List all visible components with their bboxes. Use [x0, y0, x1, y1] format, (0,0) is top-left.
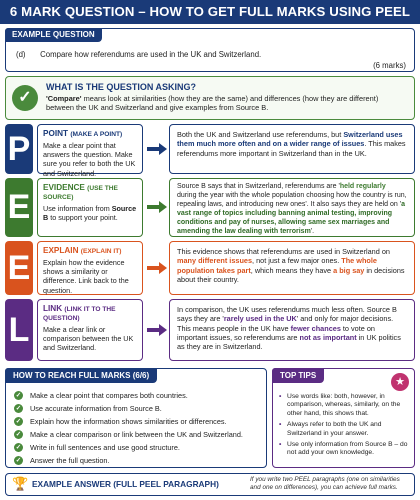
- letter-p: P: [5, 124, 33, 174]
- top-tips-title: TOP TIPS: [272, 368, 324, 383]
- explain-example: This evidence shows that referendums are used in Switzerland on many different issues, not just a few major ones. The whole population takes part, which means they have a big say in decisions about their country.: [169, 241, 415, 295]
- peel-row-evidence: [5, 178, 415, 237]
- point-example-text: Both the UK and Switzerland use referendums, but: [177, 130, 344, 139]
- link-example: In comparison, the UK uses referendums much less often. Source B says they are 'rarely used in the UK' and only for major decisions. This means people in the UK have fewer chances to vote on important issues, so referendums are not as important in UK politics as they are in Switzerland.: [169, 299, 415, 361]
- list-item: ✓ Use accurate information from Source B.: [15, 404, 162, 413]
- explain-guidance: [37, 241, 143, 295]
- link-title: LINK: [43, 304, 63, 313]
- peel-row-explain: [5, 241, 415, 295]
- point-example-text-end: . This makes referendums more important in Switzerland than in the UK.: [177, 139, 406, 158]
- example-answer-title: EXAMPLE ANSWER (FULL PEEL PARAGRAPH): [32, 479, 219, 489]
- full-marks-list: [14, 389, 243, 467]
- peel-row-point: [5, 124, 415, 178]
- list-item: ✓ Explain how the information shows similarities or differences.: [15, 417, 227, 426]
- asking-title: WHAT IS THE QUESTION ASKING?: [46, 82, 196, 92]
- full-marks-title: HOW TO REACH FULL MARKS (6/6): [5, 368, 157, 383]
- point-guidance: [37, 124, 143, 178]
- link-guidance: [37, 299, 143, 361]
- check-icon: ✓: [15, 405, 22, 412]
- evidence-title: EVIDENCE: [43, 183, 85, 192]
- check-icon: ✓: [15, 457, 22, 464]
- explain-description: Explain how the evidence shows a similarity or difference. Link back to the question.: [43, 258, 129, 295]
- check-icon: ✓: [15, 444, 22, 451]
- trophy-icon: 🏆: [12, 476, 29, 491]
- arrow-right-icon: [147, 201, 167, 213]
- question-line: [16, 50, 261, 59]
- example-question-box: [5, 28, 415, 72]
- evidence-subtitle: (USE THE SOURCE): [43, 185, 118, 201]
- point-description: Make a clear point that answers the question. Make sure you refer to both the UK and Switzerland.: [43, 141, 136, 178]
- point-title: POINT: [43, 129, 69, 138]
- check-icon: ✓: [12, 85, 38, 111]
- point-example-highlight: Switzerland uses them much more often and on a wider range of issues: [177, 130, 403, 149]
- page-title: 6 MARK QUESTION – HOW TO GET FULL MARKS USING PEEL: [0, 0, 420, 24]
- question-marks: (6 marks): [373, 61, 406, 70]
- list-item: ✓ Answer the full question.: [15, 456, 110, 465]
- point-subtitle: (MAKE A POINT): [70, 131, 123, 138]
- list-item: ✓ Write in full sentences and use good structure.: [15, 443, 180, 452]
- arrow-right-icon: [147, 143, 167, 155]
- example-answer-note: If you write two PEEL paragraphs (one on similarities and one on differences), you can achieve full marks.: [250, 476, 400, 491]
- peel-row-link: [5, 299, 415, 361]
- list-item: • Always refer to both the UK and Switzerland in your answer.: [279, 421, 411, 438]
- question-number: (d): [16, 50, 26, 59]
- evidence-guidance: [37, 178, 143, 237]
- check-icon: ✓: [15, 431, 22, 438]
- top-tips-list: [279, 393, 411, 461]
- list-item: ✓ Make a clear comparison or link between the UK and Switzerland.: [15, 430, 243, 439]
- letter-e-explain: E: [5, 241, 33, 295]
- asking-term: 'Compare': [46, 94, 82, 103]
- list-item: • Use words like: both, however, in comparison, whereas, similarly, on the other hand, this shows that.: [279, 393, 411, 418]
- link-description: Make a clear link or comparison between the UK and Switzerland.: [43, 325, 134, 353]
- point-example: [169, 124, 415, 174]
- arrow-right-icon: [147, 262, 167, 274]
- link-subtitle: (LINK IT TO THE QUESTION): [43, 306, 116, 322]
- asking-text: [46, 94, 408, 113]
- explain-title: EXPLAIN: [43, 246, 79, 255]
- explain-subtitle: (EXPLAIN IT): [80, 248, 122, 255]
- list-item: • Use only information from Source B – do not add your own knowledge.: [279, 441, 411, 458]
- full-marks-box: [5, 368, 267, 468]
- star-icon: ★: [391, 373, 409, 391]
- asking-description: means look at similarities (how they are the same) and differences (how they are different) between the UK and Switzerland and give examples from Source B.: [46, 94, 379, 113]
- evidence-description: Use information from Source B to support your point.: [43, 204, 137, 223]
- example-answer-box: [5, 473, 415, 496]
- question-text: Compare how referendums are used in the UK and Switzerland.: [40, 50, 262, 59]
- letter-e-evidence: E: [5, 178, 33, 237]
- evidence-example: Source B says that in Switzerland, referendums are 'held regularly during the year with the whole population choosing how the country is run, repealing laws, and introducing new ones'. It also says they are held on 'a vast range of topics including banning animal testing, improving conditions and pay of nurses, allowing same sex marriages and amending the law dealing with terrorism'.: [169, 178, 415, 237]
- top-tips-box: [272, 368, 415, 468]
- check-icon: ✓: [15, 392, 22, 399]
- example-question-label: EXAMPLE QUESTION: [5, 28, 102, 42]
- arrow-right-icon: [147, 324, 167, 336]
- list-item: ✓ Make a clear point that compares both countries.: [15, 391, 188, 400]
- check-icon: ✓: [15, 418, 22, 425]
- letter-l: L: [5, 299, 33, 361]
- question-asking-box: [5, 76, 415, 120]
